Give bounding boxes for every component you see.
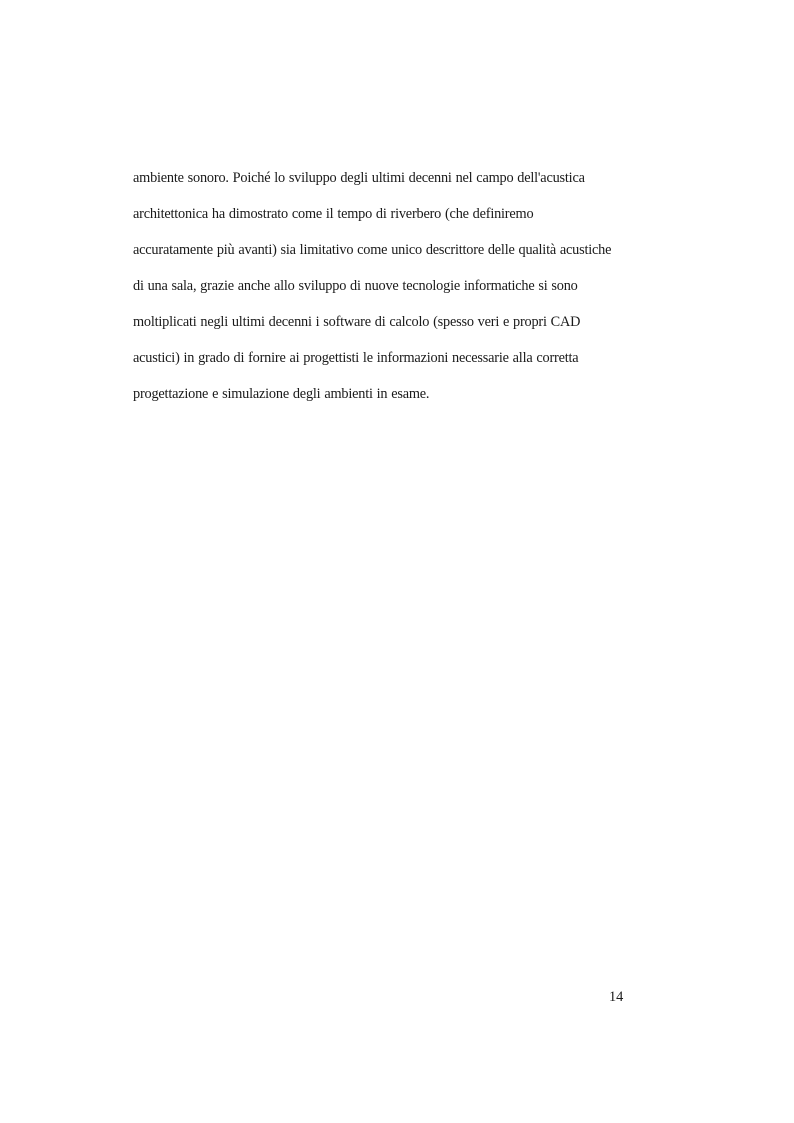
page-number: 14	[609, 989, 624, 1005]
paragraph-line: accuratamente più avanti) sia limitativo come unico descrittore delle qualità acustiche	[133, 242, 612, 258]
paragraph-line: acustici) in grado di fornire ai progettisti le informazioni necessarie alla corretta	[133, 350, 579, 366]
paragraph-line: ambiente sonoro. Poiché lo sviluppo degli ultimi decenni nel campo dell'acustica	[133, 170, 585, 186]
body-paragraph	[133, 165, 673, 417]
paragraph-line: progettazione e simulazione degli ambienti in esame.	[133, 386, 430, 402]
paragraph-line: moltiplicati negli ultimi decenni i software di calcolo (spesso veri e propri CAD	[133, 314, 581, 330]
paragraph-line: architettonica ha dimostrato come il tempo di riverbero (che definiremo	[133, 206, 534, 222]
paragraph-line: di una sala, grazie anche allo sviluppo di nuove tecnologie informatiche si sono	[133, 278, 578, 294]
